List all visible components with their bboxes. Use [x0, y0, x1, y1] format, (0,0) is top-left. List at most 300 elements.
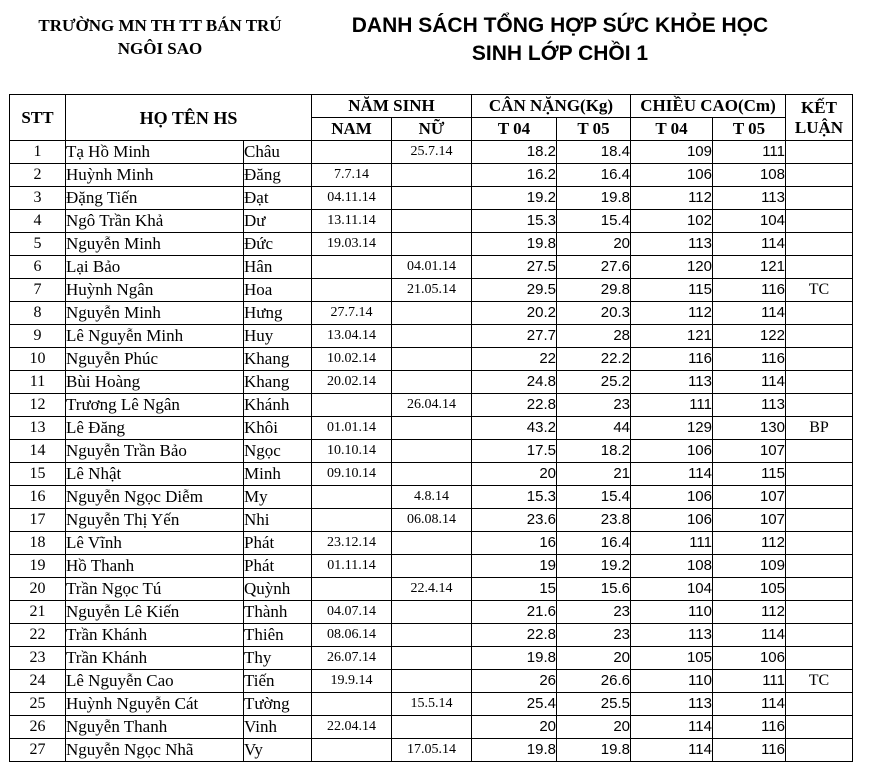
row-stt: 3 — [10, 187, 66, 210]
row-conclusion — [786, 348, 853, 371]
row-family-name: Lại Bảo — [66, 256, 244, 279]
row-stt: 15 — [10, 463, 66, 486]
row-weight-t04: 16 — [472, 532, 557, 555]
row-stt: 12 — [10, 394, 66, 417]
row-height-t05: 111 — [713, 670, 786, 693]
school-name-line2: NGÔI SAO — [117, 39, 203, 58]
row-conclusion — [786, 394, 853, 417]
row-given-name: Hoa — [244, 279, 312, 302]
header-height-t05: T 05 — [713, 118, 786, 141]
row-weight-t04: 15 — [472, 578, 557, 601]
row-height-t04: 110 — [631, 670, 713, 693]
row-given-name: Quỳnh — [244, 578, 312, 601]
row-given-name: Thành — [244, 601, 312, 624]
row-birth-male: 19.03.14 — [312, 233, 392, 256]
row-conclusion — [786, 601, 853, 624]
row-weight-t04: 24.8 — [472, 371, 557, 394]
row-height-t05: 114 — [713, 624, 786, 647]
table-row — [10, 693, 853, 716]
row-given-name: Khang — [244, 371, 312, 394]
row-weight-t04: 22.8 — [472, 394, 557, 417]
table-row — [10, 210, 853, 233]
table-row — [10, 486, 853, 509]
row-birth-male: 26.07.14 — [312, 647, 392, 670]
table-row — [10, 371, 853, 394]
row-height-t05: 105 — [713, 578, 786, 601]
row-family-name: Huỳnh Minh — [66, 164, 244, 187]
row-birth-female — [392, 187, 472, 210]
row-birth-male: 20.02.14 — [312, 371, 392, 394]
header-conclusion-line1: KẾT — [801, 97, 837, 117]
row-weight-t04: 20 — [472, 716, 557, 739]
row-height-t04: 120 — [631, 256, 713, 279]
row-given-name: Đạt — [244, 187, 312, 210]
row-birth-male — [312, 739, 392, 762]
row-stt: 18 — [10, 532, 66, 555]
row-birth-male: 01.01.14 — [312, 417, 392, 440]
row-stt: 25 — [10, 693, 66, 716]
row-height-t04: 113 — [631, 233, 713, 256]
row-family-name: Lê Nguyễn Minh — [66, 325, 244, 348]
row-weight-t05: 23 — [557, 601, 631, 624]
table-row — [10, 578, 853, 601]
row-birth-female — [392, 210, 472, 233]
row-stt: 7 — [10, 279, 66, 302]
row-weight-t04: 25.4 — [472, 693, 557, 716]
row-birth-female — [392, 670, 472, 693]
table-row — [10, 302, 853, 325]
row-height-t04: 113 — [631, 693, 713, 716]
row-weight-t05: 20 — [557, 647, 631, 670]
row-given-name: Nhi — [244, 509, 312, 532]
row-weight-t04: 20 — [472, 463, 557, 486]
row-birth-female: 04.01.14 — [392, 256, 472, 279]
row-given-name: Thy — [244, 647, 312, 670]
row-conclusion — [786, 509, 853, 532]
row-given-name: Khánh — [244, 394, 312, 417]
row-family-name: Trần Khánh — [66, 647, 244, 670]
row-conclusion — [786, 325, 853, 348]
row-given-name: Huy — [244, 325, 312, 348]
table-row — [10, 164, 853, 187]
row-height-t04: 110 — [631, 601, 713, 624]
row-given-name: Khang — [244, 348, 312, 371]
row-height-t04: 108 — [631, 555, 713, 578]
row-given-name: Vinh — [244, 716, 312, 739]
school-name — [14, 14, 306, 60]
header-birth: NĂM SINH — [312, 95, 472, 118]
row-stt: 11 — [10, 371, 66, 394]
row-family-name: Hồ Thanh — [66, 555, 244, 578]
row-stt: 16 — [10, 486, 66, 509]
row-birth-female: 25.7.14 — [392, 141, 472, 164]
row-birth-female — [392, 463, 472, 486]
row-birth-female — [392, 325, 472, 348]
row-height-t04: 109 — [631, 141, 713, 164]
row-stt: 10 — [10, 348, 66, 371]
row-birth-male: 10.10.14 — [312, 440, 392, 463]
row-conclusion — [786, 486, 853, 509]
row-weight-t05: 20 — [557, 716, 631, 739]
row-weight-t04: 15.3 — [472, 486, 557, 509]
row-height-t04: 114 — [631, 716, 713, 739]
row-stt: 19 — [10, 555, 66, 578]
table-row — [10, 647, 853, 670]
roster-body — [10, 141, 853, 762]
row-conclusion — [786, 739, 853, 762]
row-stt: 23 — [10, 647, 66, 670]
row-height-t04: 104 — [631, 578, 713, 601]
row-weight-t04: 23.6 — [472, 509, 557, 532]
table-row — [10, 601, 853, 624]
row-height-t04: 106 — [631, 509, 713, 532]
row-height-t04: 111 — [631, 532, 713, 555]
row-family-name: Lê Nhật — [66, 463, 244, 486]
row-stt: 2 — [10, 164, 66, 187]
header-weight-t05: T 05 — [557, 118, 631, 141]
row-height-t04: 116 — [631, 348, 713, 371]
header-weight: CÂN NẶNG(Kg) — [472, 95, 631, 118]
table-row — [10, 187, 853, 210]
row-birth-male: 04.07.14 — [312, 601, 392, 624]
row-stt: 26 — [10, 716, 66, 739]
table-row — [10, 509, 853, 532]
row-weight-t05: 23.8 — [557, 509, 631, 532]
row-height-t05: 114 — [713, 693, 786, 716]
row-birth-female — [392, 555, 472, 578]
row-height-t04: 102 — [631, 210, 713, 233]
row-weight-t05: 23 — [557, 394, 631, 417]
table-row — [10, 394, 853, 417]
row-stt: 9 — [10, 325, 66, 348]
row-height-t05: 112 — [713, 601, 786, 624]
table-row — [10, 670, 853, 693]
row-birth-female: 22.4.14 — [392, 578, 472, 601]
row-conclusion — [786, 440, 853, 463]
row-stt: 8 — [10, 302, 66, 325]
row-birth-female: 17.05.14 — [392, 739, 472, 762]
table-row — [10, 463, 853, 486]
row-conclusion — [786, 371, 853, 394]
row-height-t04: 112 — [631, 302, 713, 325]
row-family-name: Trương Lê Ngân — [66, 394, 244, 417]
row-birth-female — [392, 440, 472, 463]
row-conclusion — [786, 210, 853, 233]
row-given-name: Vy — [244, 739, 312, 762]
table-row — [10, 141, 853, 164]
row-height-t05: 111 — [713, 141, 786, 164]
row-conclusion: TC — [786, 279, 853, 302]
row-height-t05: 113 — [713, 187, 786, 210]
row-height-t05: 107 — [713, 440, 786, 463]
table-row — [10, 716, 853, 739]
row-family-name: Ngô Trần Khả — [66, 210, 244, 233]
row-stt: 4 — [10, 210, 66, 233]
row-stt: 22 — [10, 624, 66, 647]
row-birth-female — [392, 624, 472, 647]
row-height-t05: 122 — [713, 325, 786, 348]
row-birth-male — [312, 256, 392, 279]
row-weight-t04: 18.2 — [472, 141, 557, 164]
row-family-name: Tạ Hồ Minh — [66, 141, 244, 164]
row-weight-t04: 22 — [472, 348, 557, 371]
row-conclusion — [786, 693, 853, 716]
row-weight-t05: 21 — [557, 463, 631, 486]
row-height-t05: 116 — [713, 716, 786, 739]
row-birth-male — [312, 509, 392, 532]
row-conclusion — [786, 256, 853, 279]
row-height-t05: 130 — [713, 417, 786, 440]
row-weight-t04: 21.6 — [472, 601, 557, 624]
row-height-t05: 107 — [713, 486, 786, 509]
row-conclusion: BP — [786, 417, 853, 440]
row-birth-male: 08.06.14 — [312, 624, 392, 647]
row-conclusion — [786, 302, 853, 325]
row-family-name: Nguyễn Thị Yến — [66, 509, 244, 532]
row-height-t04: 113 — [631, 371, 713, 394]
row-height-t05: 104 — [713, 210, 786, 233]
row-weight-t05: 15.6 — [557, 578, 631, 601]
row-birth-female: 4.8.14 — [392, 486, 472, 509]
row-conclusion — [786, 233, 853, 256]
row-family-name: Trần Khánh — [66, 624, 244, 647]
row-conclusion — [786, 164, 853, 187]
row-weight-t05: 19.2 — [557, 555, 631, 578]
row-stt: 20 — [10, 578, 66, 601]
row-height-t05: 116 — [713, 279, 786, 302]
row-height-t04: 112 — [631, 187, 713, 210]
row-height-t04: 106 — [631, 440, 713, 463]
row-birth-female: 15.5.14 — [392, 693, 472, 716]
row-weight-t05: 27.6 — [557, 256, 631, 279]
row-birth-female: 26.04.14 — [392, 394, 472, 417]
row-weight-t04: 26 — [472, 670, 557, 693]
row-weight-t05: 25.2 — [557, 371, 631, 394]
row-family-name: Lê Đăng — [66, 417, 244, 440]
table-row — [10, 624, 853, 647]
row-conclusion — [786, 141, 853, 164]
row-height-t05: 106 — [713, 647, 786, 670]
row-family-name: Trần Ngọc Tú — [66, 578, 244, 601]
row-stt: 27 — [10, 739, 66, 762]
row-weight-t05: 19.8 — [557, 739, 631, 762]
row-height-t04: 121 — [631, 325, 713, 348]
row-birth-female: 06.08.14 — [392, 509, 472, 532]
row-given-name: Tiến — [244, 670, 312, 693]
row-weight-t05: 18.4 — [557, 141, 631, 164]
row-height-t05: 114 — [713, 233, 786, 256]
row-birth-male: 04.11.14 — [312, 187, 392, 210]
row-conclusion — [786, 647, 853, 670]
row-stt: 13 — [10, 417, 66, 440]
row-height-t05: 114 — [713, 371, 786, 394]
row-weight-t05: 19.8 — [557, 187, 631, 210]
table-row — [10, 555, 853, 578]
school-name-line1: TRƯỜNG MN TH TT BÁN TRÚ — [38, 16, 282, 35]
row-given-name: My — [244, 486, 312, 509]
header-weight-t04: T 04 — [472, 118, 557, 141]
table-row — [10, 233, 853, 256]
row-weight-t04: 19 — [472, 555, 557, 578]
row-weight-t05: 15.4 — [557, 210, 631, 233]
row-weight-t05: 26.6 — [557, 670, 631, 693]
row-given-name: Ngọc — [244, 440, 312, 463]
row-stt: 1 — [10, 141, 66, 164]
row-height-t05: 114 — [713, 302, 786, 325]
row-weight-t05: 29.8 — [557, 279, 631, 302]
row-height-t05: 112 — [713, 532, 786, 555]
row-family-name: Nguyễn Minh — [66, 233, 244, 256]
header-male: NAM — [312, 118, 392, 141]
row-given-name: Tường — [244, 693, 312, 716]
row-weight-t04: 19.8 — [472, 647, 557, 670]
row-birth-male: 22.04.14 — [312, 716, 392, 739]
row-weight-t05: 23 — [557, 624, 631, 647]
table-row — [10, 256, 853, 279]
header-stt: STT — [10, 95, 66, 141]
row-stt: 6 — [10, 256, 66, 279]
row-given-name: Phát — [244, 532, 312, 555]
row-conclusion — [786, 532, 853, 555]
row-conclusion — [786, 578, 853, 601]
row-weight-t05: 15.4 — [557, 486, 631, 509]
row-given-name: Dư — [244, 210, 312, 233]
row-birth-male — [312, 279, 392, 302]
row-height-t05: 107 — [713, 509, 786, 532]
row-weight-t04: 20.2 — [472, 302, 557, 325]
table-row — [10, 440, 853, 463]
row-height-t05: 116 — [713, 739, 786, 762]
row-weight-t05: 20.3 — [557, 302, 631, 325]
row-family-name: Nguyễn Minh — [66, 302, 244, 325]
row-given-name: Minh — [244, 463, 312, 486]
row-weight-t05: 18.2 — [557, 440, 631, 463]
row-family-name: Lê Nguyễn Cao — [66, 670, 244, 693]
row-weight-t05: 44 — [557, 417, 631, 440]
table-row — [10, 417, 853, 440]
row-birth-female: 21.05.14 — [392, 279, 472, 302]
row-family-name: Đặng Tiến — [66, 187, 244, 210]
row-height-t04: 114 — [631, 739, 713, 762]
row-birth-female — [392, 601, 472, 624]
row-stt: 24 — [10, 670, 66, 693]
row-family-name: Lê Vĩnh — [66, 532, 244, 555]
row-conclusion — [786, 463, 853, 486]
row-weight-t04: 19.2 — [472, 187, 557, 210]
row-family-name: Nguyễn Ngọc Diễm — [66, 486, 244, 509]
header-student-name: HỌ TÊN HS — [66, 95, 312, 141]
row-given-name: Đăng — [244, 164, 312, 187]
row-height-t05: 115 — [713, 463, 786, 486]
row-conclusion — [786, 187, 853, 210]
document-title-line2: SINH LỚP CHỒI 1 — [471, 42, 649, 65]
row-stt: 14 — [10, 440, 66, 463]
row-birth-male: 10.02.14 — [312, 348, 392, 371]
document-title — [330, 12, 790, 68]
row-weight-t04: 22.8 — [472, 624, 557, 647]
row-height-t04: 106 — [631, 164, 713, 187]
row-family-name: Huỳnh Ngân — [66, 279, 244, 302]
row-weight-t04: 16.2 — [472, 164, 557, 187]
row-weight-t05: 16.4 — [557, 164, 631, 187]
row-weight-t04: 43.2 — [472, 417, 557, 440]
row-height-t04: 106 — [631, 486, 713, 509]
document-title-line1: DANH SÁCH TỔNG HỢP SỨC KHỎE HỌC — [351, 14, 769, 37]
row-given-name: Châu — [244, 141, 312, 164]
row-height-t05: 109 — [713, 555, 786, 578]
row-height-t04: 114 — [631, 463, 713, 486]
row-birth-male: 13.11.14 — [312, 210, 392, 233]
row-birth-male: 09.10.14 — [312, 463, 392, 486]
row-height-t05: 116 — [713, 348, 786, 371]
row-birth-female — [392, 233, 472, 256]
row-birth-male: 13.04.14 — [312, 325, 392, 348]
header-height: CHIỀU CAO(Cm) — [631, 95, 786, 118]
table-row — [10, 279, 853, 302]
row-weight-t05: 20 — [557, 233, 631, 256]
row-birth-female — [392, 716, 472, 739]
row-birth-female — [392, 164, 472, 187]
row-height-t04: 129 — [631, 417, 713, 440]
row-height-t04: 113 — [631, 624, 713, 647]
row-height-t04: 111 — [631, 394, 713, 417]
row-family-name: Nguyễn Thanh — [66, 716, 244, 739]
row-stt: 5 — [10, 233, 66, 256]
row-family-name: Nguyễn Lê Kiến — [66, 601, 244, 624]
row-given-name: Hưng — [244, 302, 312, 325]
row-weight-t05: 16.4 — [557, 532, 631, 555]
row-weight-t04: 19.8 — [472, 233, 557, 256]
health-summary-table — [9, 94, 853, 762]
row-height-t04: 105 — [631, 647, 713, 670]
row-birth-female — [392, 302, 472, 325]
row-birth-male — [312, 394, 392, 417]
row-given-name: Đức — [244, 233, 312, 256]
row-stt: 21 — [10, 601, 66, 624]
row-given-name: Phát — [244, 555, 312, 578]
table-row — [10, 532, 853, 555]
row-family-name: Nguyễn Trần Bảo — [66, 440, 244, 463]
row-conclusion — [786, 716, 853, 739]
header-female: NỮ — [392, 118, 472, 141]
row-birth-female — [392, 417, 472, 440]
row-birth-female — [392, 647, 472, 670]
row-weight-t04: 19.8 — [472, 739, 557, 762]
row-birth-male: 01.11.14 — [312, 555, 392, 578]
row-birth-female — [392, 371, 472, 394]
row-birth-male — [312, 578, 392, 601]
row-weight-t04: 17.5 — [472, 440, 557, 463]
row-conclusion — [786, 555, 853, 578]
row-family-name: Nguyễn Ngọc Nhã — [66, 739, 244, 762]
row-weight-t05: 22.2 — [557, 348, 631, 371]
row-family-name: Nguyễn Phúc — [66, 348, 244, 371]
row-weight-t04: 15.3 — [472, 210, 557, 233]
row-height-t05: 113 — [713, 394, 786, 417]
table-row — [10, 325, 853, 348]
row-weight-t04: 29.5 — [472, 279, 557, 302]
header-conclusion — [786, 95, 853, 141]
row-family-name: Bùi Hoàng — [66, 371, 244, 394]
row-given-name: Thiên — [244, 624, 312, 647]
row-birth-male: 7.7.14 — [312, 164, 392, 187]
row-birth-female — [392, 532, 472, 555]
row-birth-male: 19.9.14 — [312, 670, 392, 693]
row-birth-male — [312, 141, 392, 164]
row-conclusion — [786, 624, 853, 647]
row-weight-t04: 27.7 — [472, 325, 557, 348]
row-birth-male — [312, 693, 392, 716]
